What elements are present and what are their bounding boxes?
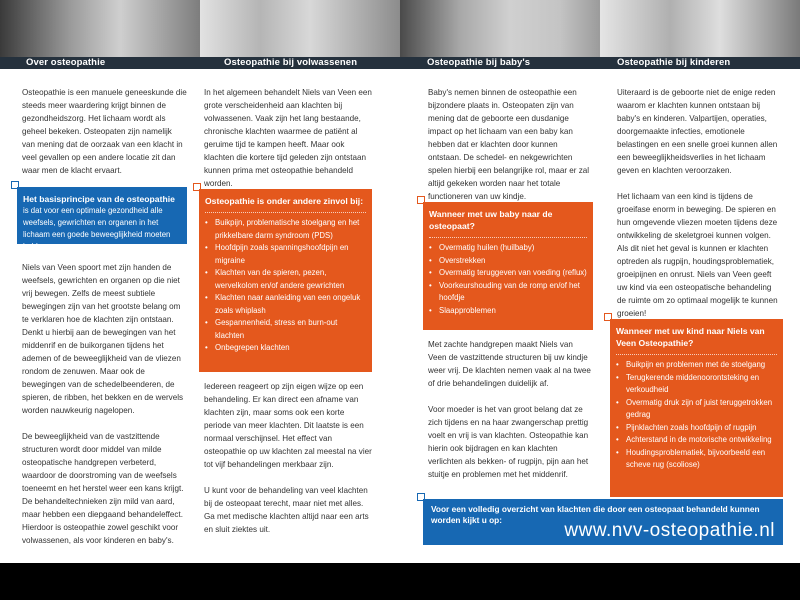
kind-box	[610, 319, 783, 497]
divider	[429, 237, 587, 238]
column-over-lower	[22, 261, 187, 557]
paragraph-beweeglijkheid: De beweeglijkheid van de vastzittende structuren wordt door middel van milde osteopatische handgrepen verbeterd, waardoor de doorstroming van de weefsels toeneemt en het herstel weer een kans krijgt. De behandeltechnieken zijn mild van aard, maar hebben een diepgaand behandeleffect. Hierdoor is osteopathie zowel geschikt voor volwassenen, als voor kinderen en baby's.	[22, 432, 184, 545]
website-intro: Voor een volledig overzicht van klachten die door een osteopaat behandeld kunnen worden kijkt u op:	[431, 504, 760, 525]
paragraph-moeder: Voor moeder is het van groot belang dat ze zich tijdens en na haar zwangerschap prettig voelt en vrij is van klachten. Osteopathie kan hierin ook bijdragen en kan klachten verlichten als bekken- of rugpijn, pijn aan het stuitje en problemen met het middenrif.	[428, 405, 589, 479]
list-item: • Overmatig huilen (huilbaby)	[429, 242, 587, 255]
panel-title-kinderen: Osteopathie bij kinderen	[617, 57, 731, 68]
baby-list	[429, 242, 587, 317]
list-item: • Pijnklachten zoals hoofdpijn of rugpijn	[616, 422, 777, 435]
panel-title-babys: Osteopathie bij baby's	[427, 57, 531, 68]
kind-list	[616, 359, 777, 472]
kind-box-title: Wanneer met uw kind naar Niels van Veen Osteopathie?	[616, 326, 765, 348]
photo-strip-4	[600, 0, 800, 57]
baby-box-title: Wanneer met uw baby naar de osteopaat?	[429, 209, 553, 231]
paragraph-arts: U kunt voor de behandeling van veel klachten bij de osteopaat terecht, maar niet met alles. Ga met medische klachten altijd naar een arts en sluit ziektes uit.	[204, 486, 369, 534]
list-item: • Onbegrepen klachten	[205, 342, 366, 355]
column-over	[22, 86, 187, 177]
photo-strip-3	[400, 0, 600, 57]
photo-strip-1	[0, 0, 200, 57]
basisprincipe-box	[17, 187, 187, 251]
list-item: • Buikpijn en problemen met de stoelgang	[616, 359, 777, 372]
photo-strip-2	[200, 0, 400, 57]
panel-title-over: Over osteopathie	[26, 57, 106, 68]
list-item: • Overstrekken	[429, 255, 587, 268]
list-item: • Gespannenheid, stress en burn-out klachten	[205, 317, 366, 342]
basisprincipe-text: is dat voor een optimale gezondheid alle weefsels, gewrichten en organen in het lichaam een goede beweeglijkheid moeten hebben.	[23, 206, 171, 251]
column-volwassenen	[204, 86, 372, 200]
list-item: • Hoofdpijn zoals spanningshoofdpijn en migraine	[205, 242, 366, 267]
zinvol-title: Osteopathie is onder andere zinvol bij:	[205, 196, 364, 206]
column-volwassenen-lower	[204, 380, 372, 546]
list-item: • Achterstand in de motorische ontwikkeling	[616, 434, 777, 447]
divider	[616, 354, 777, 355]
list-item: • Buikpijn, problematische stoelgang en het prikkelbare darm syndroom (PDS)	[205, 217, 366, 242]
panel-title-volwassenen: Osteopathie bij volwassenen	[224, 57, 358, 68]
list-item: • Voorkeurshouding van de romp en/of het hoofdje	[429, 280, 587, 305]
list-item: • Terugkerende middenoorontsteking en verkoudheid	[616, 372, 777, 397]
paragraph-geboorte: Uiteraard is de geboorte niet de enige reden waarom er klachten kunnen ontstaan bij baby's en kinderen. Valpartijen, operaties, doorgemaakte infecties, emotionele belastingen en een snelle groei kunnen allen een beweeglijkheidsverlies in het lichaam geven en klachten veroorzaken.	[617, 88, 778, 175]
list-item: • Slaapproblemen	[429, 305, 587, 318]
basisprincipe-title: Het basisprincipe van de osteopathie	[23, 194, 175, 204]
website-url[interactable]: www.nvv-osteopathie.nl	[564, 520, 775, 541]
paragraph-handgrepen: Met zachte handgrepen maakt Niels van Veen de vastzittende structuren bij uw kindje weer vrij. De klachten nemen vaak al na twee of drie behandelingen duidelijk af.	[428, 340, 591, 388]
zinvol-list	[205, 217, 366, 355]
paragraph-groeifase: Het lichaam van een kind is tijdens de groeifase enorm in beweging. De spieren en hun omgevende vliezen moeten tijdens deze ontwikkeling de skeletgroei kunnen volgen. Als dit niet het geval is kunnen er klachten optreden als rugpijn, houdingsproblematiek, groeipijnen en onrust. Niels van Veen geeft uw kind via een osteopatische behandeling de ruimte om zo optimaal mogelijk te kunnen groeien!	[617, 192, 778, 318]
bottom-black-band	[0, 563, 800, 600]
zinvol-box	[199, 189, 372, 372]
list-item: • Overmatig druk zijn of juist teruggetrokken gedrag	[616, 397, 777, 422]
column-kinderen	[617, 86, 782, 330]
list-item: • Houdingsproblematiek, bijvoorbeeld een scheve rug (scoliose)	[616, 447, 777, 472]
column-babys	[428, 86, 593, 213]
column-babys-lower	[428, 338, 593, 491]
baby-box	[423, 202, 593, 330]
intro-paragraph: Osteopathie is een manuele geneeskunde die steeds meer waardering krijgt binnen de gezondheidszorg. Het lichaam wordt als geheel bekeken. Osteopaten zijn namelijk van mening dat de oorzaak van een klacht in veel gevallen op een andere locatie zit dan waar men de klacht ervaart.	[22, 88, 187, 175]
list-item: • Overmatig teruggeven van voeding (reflux)	[429, 267, 587, 280]
list-item: • Klachten van de spieren, pezen, wervelkolom en/of andere gewrichten	[205, 267, 366, 292]
paragraph-babys: Baby's nemen binnen de osteopathie een bijzondere plaats in. Osteopaten zijn van mening dat de geboorte een dusdanige impact op het lichaam van een baby kan hebben dat er klachten door kunnen ontstaan. De schedel- en nekgewrichten spelen hierbij een belangrijke rol, maar er zal altijd gekeken worden naar het totale functioneren van uw kindje.	[428, 88, 590, 201]
paragraph-reactie: Iedereen reageert op zijn eigen wijze op een behandeling. Er kan direct een afname van klachten zijn, maar soms ook een korte periode van meer klachten. Dit laatste is een normaal verschijnsel. Het effect van osteopathie op uw klachten zal meestal na vier tot vijf behandelingen merkbaar zijn.	[204, 382, 372, 469]
paragraph-algemeen: In het algemeen behandelt Niels van Veen een grote verscheidenheid aan klachten bij volwassenen. Vaak zijn het lang bestaande, chronische klachten waarmee de patiënt al geruime tijd te kampen heeft. Maar ook klachten die kortere tijd geleden zijn ontstaan kunnen prima met osteopathie behandeld worden.	[204, 88, 372, 188]
website-box	[423, 499, 783, 545]
list-item: • Klachten naar aanleiding van een ongeluk zoals whiplash	[205, 292, 366, 317]
paragraph-niels: Niels van Veen spoort met zijn handen de weefsels, gewrichten en organen op die niet vrij bewegen. Zelfs de meest subtiele bewegingen zijn van het grootste belang om te verklaren hoe de klachten zijn ontstaan. Denkt u hierbij aan de bewegingen van het middenrif en de buikorganen tijdens het ademen of de beweeglijkheid van de vliezen rondom de zenuwen. Maar ook de bewegingen van de schedelbeenderen, de spieren, de ribben, het bekken en de wervels worden nauwkeurig nagelopen.	[22, 263, 184, 415]
divider	[205, 212, 366, 213]
